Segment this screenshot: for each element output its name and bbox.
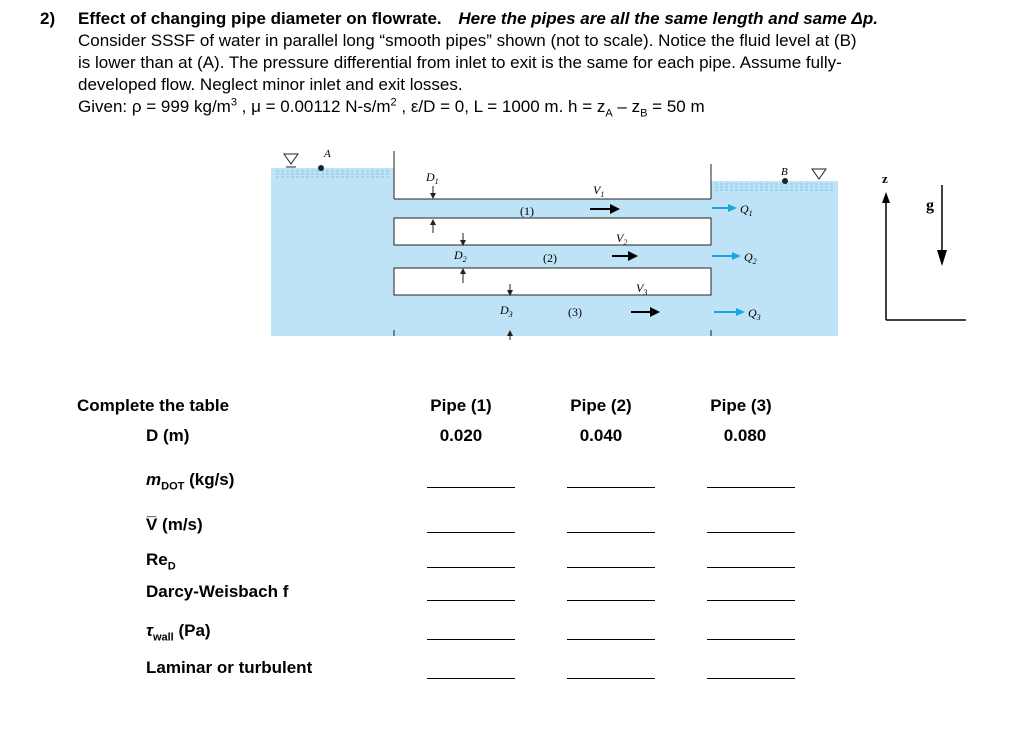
pipe-2-label: (2) <box>543 251 557 265</box>
label-d3: $D_3$ <box>500 303 513 319</box>
label-v1: $V_1$ <box>593 183 605 199</box>
row-label-reynolds: $Re_D$ <box>146 550 176 573</box>
blank-wall-shear-pipe-1[interactable] <box>427 639 515 640</box>
label-q1: $Q_1$ <box>740 202 753 218</box>
blank-reynolds-pipe-2[interactable] <box>567 567 655 568</box>
gravity-label: g <box>926 197 934 214</box>
blank-mass-flow-pipe-2[interactable] <box>567 487 655 488</box>
problem-line-2: Consider SSSF of water in parallel long “smooth pipes” shown (not to scale). Notice the fluid level at (B) <box>78 31 857 50</box>
blank-friction-pipe-1[interactable] <box>427 600 515 601</box>
blank-reynolds-pipe-1[interactable] <box>427 567 515 568</box>
blank-wall-shear-pipe-2[interactable] <box>567 639 655 640</box>
row-label-velocity: V̅ (m/s) <box>146 515 203 534</box>
blank-regime-pipe-3[interactable] <box>707 678 795 679</box>
blank-reynolds-pipe-3[interactable] <box>707 567 795 568</box>
label-a: A <box>324 148 331 160</box>
blank-regime-pipe-2[interactable] <box>567 678 655 679</box>
column-header-pipe-2: Pipe (2) <box>570 396 632 415</box>
label-q3: $Q_3$ <box>748 306 761 322</box>
problem-line-3: is lower than at (A). The pressure differential from inlet to exit is the same for each pipe. Assume fully- <box>78 53 842 72</box>
pipe-3-label: (3) <box>568 305 582 319</box>
blank-velocity-pipe-1[interactable] <box>427 532 515 533</box>
row-label-mass-flow: $m_{DOT}$ (kg/s) <box>146 470 235 493</box>
label-v3: $V_3$ <box>636 281 648 297</box>
problem-line-4: developed flow. Neglect minor inlet and exit losses. <box>78 75 463 94</box>
diameter-pipe-2: 0.040 <box>579 426 623 445</box>
problem-title: Effect of changing pipe diameter on flowrate. <box>78 9 442 28</box>
row-label-friction-factor: Darcy-Weisbach f <box>146 582 289 601</box>
blank-friction-pipe-3[interactable] <box>707 600 795 601</box>
row-label-flow-regime: Laminar or turbulent <box>146 658 313 677</box>
problem-subtitle: Here the pipes are all the same length and same Δp. <box>458 9 878 28</box>
given-line: Given: ρ = 999 $kg/m^3$ , μ = 0.00112 $N-s/m^2$ , ε/D = 0, L = 1000 m. $h = z_A - z_B = 50$ m <box>78 96 705 120</box>
label-d2: $D_2$ <box>454 248 467 264</box>
blank-velocity-pipe-2[interactable] <box>567 532 655 533</box>
table-heading: Complete the table <box>77 396 230 415</box>
row-label-wall-shear: $\tau_{wall}$ (Pa) <box>146 621 211 644</box>
blank-wall-shear-pipe-3[interactable] <box>707 639 795 640</box>
diameter-pipe-3: 0.080 <box>723 426 767 445</box>
blank-mass-flow-pipe-1[interactable] <box>427 487 515 488</box>
row-label-diameter: D (m) <box>146 426 190 445</box>
blank-friction-pipe-2[interactable] <box>567 600 655 601</box>
label-b: B <box>781 166 788 178</box>
blank-regime-pipe-1[interactable] <box>427 678 515 679</box>
z-axis-label: z <box>882 171 888 186</box>
label-v2: $V_2$ <box>616 231 628 247</box>
diameter-pipe-1: 0.020 <box>439 426 483 445</box>
column-header-pipe-1: Pipe (1) <box>430 396 492 415</box>
label-d1: $D_1$ <box>426 170 439 186</box>
pipe-1-label: (1) <box>520 204 534 218</box>
blank-velocity-pipe-3[interactable] <box>707 532 795 533</box>
blank-mass-flow-pipe-3[interactable] <box>707 487 795 488</box>
problem-number: 2) <box>40 9 56 28</box>
label-q2: $Q_2$ <box>744 250 757 266</box>
column-header-pipe-3: Pipe (3) <box>710 396 772 415</box>
